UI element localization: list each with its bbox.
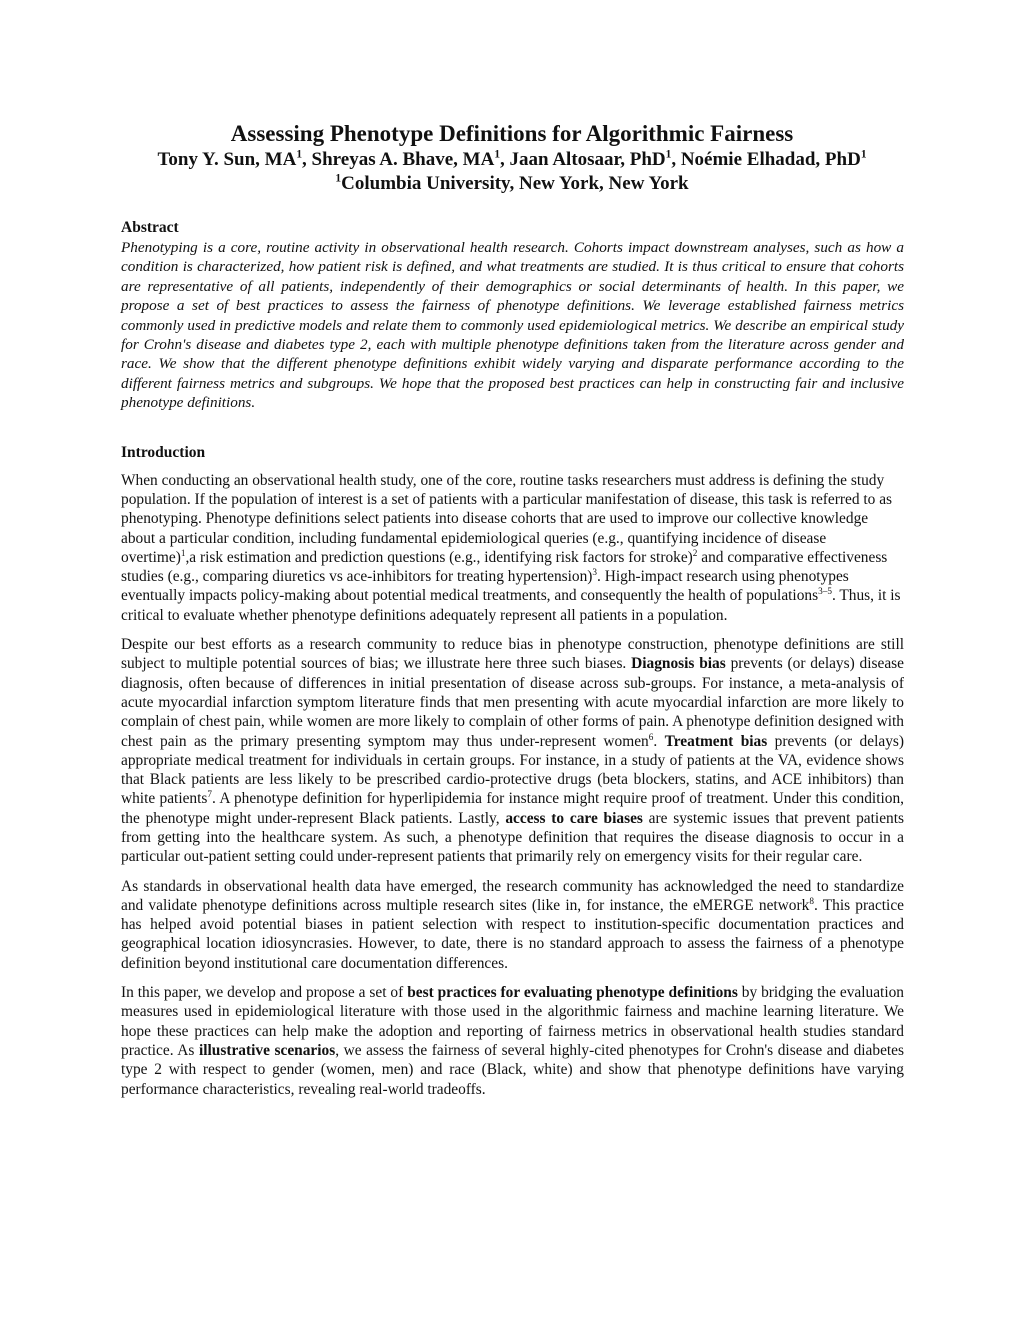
paragraph-text: . <box>653 732 665 750</box>
introduction-heading: Introduction <box>121 443 206 461</box>
paragraph-text: . A phenotype definition for hyperlipidemia for instance might require proof of treatment. Under this condition, the phenotype might under-represent Black patients. Lastly, <box>121 790 904 827</box>
author-name: Jaan Altosaar, PhD <box>509 149 666 170</box>
paragraph-text: . High-impact research using phenotypes eventually impacts policy-making about potential medical treatments, and consequently the health of populations <box>121 568 849 605</box>
affiliation-marker: 1 <box>860 148 867 161</box>
affiliation-marker: 1 <box>494 148 501 161</box>
paragraph-text: , we assess the fairness of several highly-cited phenotypes for Crohn's disease and diabetes type 2 with respect to gender (women, men) and race (Black, white) and show that phenotype definitions have varying performance characteristics, revealing real-world tradeoffs. <box>121 1041 904 1098</box>
paper-title: Assessing Phenotype Definitions for Algorithmic Fairness <box>230 121 794 146</box>
bold-term: Treatment bias <box>664 732 768 750</box>
affiliation-marker: 1 <box>665 148 672 161</box>
author-separator: , <box>671 149 681 170</box>
bold-term: Diagnosis bias <box>631 655 726 673</box>
affiliation-marker: 1 <box>296 148 303 161</box>
citation: 3–5 <box>818 586 832 597</box>
affiliation-marker: 1 <box>335 172 342 185</box>
author-list <box>0 148 1024 172</box>
paragraph-text: ,a risk estimation and prediction questions (e.g., identifying risk factors for stroke) <box>185 548 693 566</box>
citation: 1 <box>180 547 186 558</box>
intro-paragraph-1 <box>121 471 904 625</box>
bold-term: best practices for evaluating phenotype definitions <box>407 984 738 1002</box>
intro-paragraph-3 <box>121 877 904 973</box>
introduction-section <box>121 443 904 1099</box>
abstract-section <box>121 218 904 413</box>
paragraph-text: As standards in observational health data have emerged, the research community has acknowledged the need to standardize and validate phenotype definitions across multiple research sites (like in, for instance, the eMERGE network <box>121 877 904 914</box>
paragraph-text: prevents (or delays) disease diagnosis, often because of differences in initial presentation of disease across sub-groups. For instance, a meta-analysis of acute myocardial infarction symptom literature finds that men presenting with acute myocardial infarction are more likely to complain of chest pain, while women are more likely to complain of other forms of pain. A phenotype definition designed with chest pain as the primary presenting symptom may thus under-represent women <box>121 655 904 750</box>
bold-term: illustrative scenarios <box>198 1041 336 1059</box>
paragraph-text: When conducting an observational health study, one of the core, routine tasks researchers must address is defining the study population. If the population of interest is a set of patients with a particular manifestation of disease, this task is referred to as phenotyping. Phenotype definitions select patients into disease cohorts that are used to improve our collective knowledge about a particular condition, including fundamental epidemiological queries (e.g., quantifying incidence of disease overtime) <box>121 471 893 566</box>
intro-paragraph-2 <box>121 635 904 867</box>
paragraph-text: are systemic issues that prevent patients from getting into the healthcare system. As such, a phenotype definition that requires the disease diagnosis to occur in a particular out-patient setting could under-represent patients that primarily rely on emergency visits for their regular care. <box>121 809 904 866</box>
author-separator: , <box>500 149 510 170</box>
paper-header <box>0 120 1024 196</box>
paragraph-text: and comparative effectiveness studies (e.g., comparing diuretics vs ace-inhibitors for treating hypertension) <box>121 548 888 586</box>
affiliation <box>0 172 1024 196</box>
author-name: Noémie Elhadad, PhD <box>680 149 861 170</box>
paragraph-text: prevents (or delays) appropriate medical treatment for individuals in certain groups. For instance, in a study of patients at the VA, evidence shows that Black patients are less likely to be prescribed cardio-protective drugs (beta blockers, statins, and ACE inhibitors) than white patients <box>121 732 905 808</box>
paragraph-text: In this paper, we develop and propose a set of <box>121 984 408 1002</box>
citation: 8 <box>809 895 814 906</box>
author-name: Shreyas A. Bhave, MA <box>311 149 495 170</box>
citation: 7 <box>207 789 213 800</box>
citation: 6 <box>648 731 654 742</box>
affiliation-text: Columbia University, New York, New York <box>341 173 689 194</box>
abstract-text: Phenotyping is a core, routine activity in observational health research. Cohorts impact downstream analyses, such as how a condition is characterized, how patient risk is defined, and what treatments are studied. It is thus critical to ensure that cohorts are representative of all patients, independently of their demographics or social determinants of health. In this paper, we propose a set of best practices to assess the fairness of phenotype definitions. We leverage established fairness metrics commonly used in predictive models and relate them to commonly used epidemiological metrics. We describe an empirical study for Crohn's disease and diabetes type 2, each with multiple phenotype definitions taken from the literature across gender and race. We show that the different phenotype definitions exhibit widely varying and disparate performance according to the different fairness metrics and subgroups. We hope that the proposed best practices can help in constructing fair and inclusive phenotype definitions. <box>121 239 904 412</box>
paragraph-text: Despite our best efforts as a research community to reduce bias in phenotype construction, phenotype definitions are still subject to multiple potential sources of bias; we illustrate here three such biases. <box>121 636 904 673</box>
abstract-heading: Abstract <box>121 219 179 236</box>
author-name: Tony Y. Sun, MA <box>157 149 297 170</box>
paragraph-text: . This practice has helped avoid potential biases in patient selection with respect to institution-specific documentation practices and geographical location idiosyncrasies. However, to date, there is no standard approach to assess the fairness of a phenotype definition beyond institutional care documentation differences. <box>121 896 904 972</box>
citation: 3 <box>592 567 598 578</box>
author-separator: , <box>302 149 312 170</box>
paper-body <box>121 218 904 1109</box>
intro-paragraph-4 <box>121 983 904 1099</box>
bold-term: access to care biases <box>505 809 643 827</box>
paragraph-text: . Thus, it is critical to evaluate whether phenotype definitions adequately represent all patients in a population. <box>121 587 901 624</box>
paragraph-text: by bridging the evaluation measures used in epidemiological literature with those used in the algorithmic fairness and machine learning literature. We hope these practices can help make the adoption and reporting of fairness metrics in observational health studies standard practice. As <box>121 984 905 1059</box>
citation: 2 <box>692 547 698 558</box>
